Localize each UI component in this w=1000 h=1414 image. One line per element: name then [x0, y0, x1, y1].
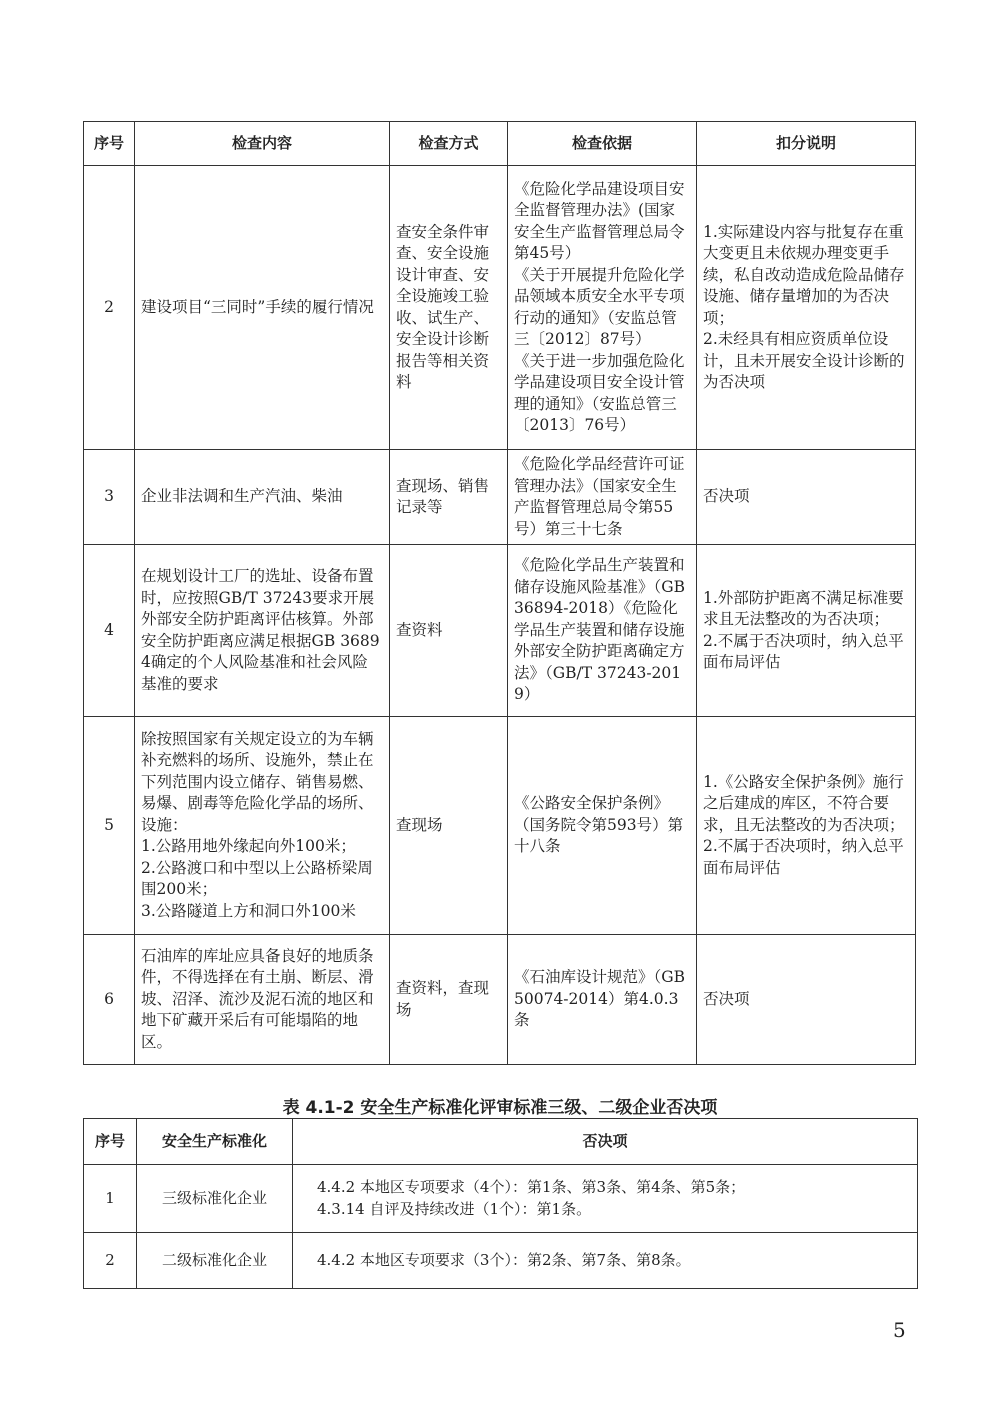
table-row	[84, 1233, 918, 1289]
header-no: 序号	[84, 1119, 137, 1165]
row-method: 查资料，查现场	[390, 935, 508, 1065]
row-method: 查安全条件审查、安全设施设计审查、安全设施竣工验收、试生产、安全设计诊断报告等相关资料	[390, 166, 508, 450]
row-content: 在规划设计工厂的选址、设备布置时，应按照GB/T 37243要求开展外部安全防护距离评估核算。外部安全防护距离应满足根据GB 36894确定的个人风险基准和社会风险基准的要求	[135, 545, 390, 717]
row-basis: 《石油库设计规范》（GB 50074-2014）第4.0.3条	[508, 935, 697, 1065]
table2-title: 表 4.1-2 安全生产标准化评审标准三级、二级企业否决项	[282, 1098, 718, 1118]
row-basis: 《危险化学品经营许可证管理办法》（国家安全生产监督管理总局令第55号）第三十七条	[508, 450, 697, 545]
table-header-row	[84, 1119, 918, 1165]
row-no: 6	[84, 935, 135, 1065]
header-level: 安全生产标准化	[137, 1119, 293, 1165]
row-items: 4.4.2 本地区专项要求（4个）：第1条、第3条、第4条、第5条； 4.3.14 自评及持续改进（1个）：第1条。	[293, 1165, 918, 1233]
table-row	[84, 717, 916, 935]
row-content: 建设项目“三同时”手续的履行情况	[135, 166, 390, 450]
row-no: 1	[84, 1165, 137, 1233]
header-items: 否决项	[293, 1119, 918, 1165]
row-deduction: 1.实际建设内容与批复存在重大变更且未依规办理变更手续，私自改动造成危险品储存设施、储存量增加的为否决项； 2.未经具有相应资质单位设计，且未开展安全设计诊断的为否决项	[697, 166, 916, 450]
row-no: 5	[84, 717, 135, 935]
standardization-table	[83, 1118, 918, 1289]
row-deduction: 否决项	[697, 450, 916, 545]
table-row	[84, 935, 916, 1065]
table-row	[84, 1165, 918, 1233]
row-no: 2	[84, 1233, 137, 1289]
row-basis: 《公路安全保护条例》（国务院令第593号）第十八条	[508, 717, 697, 935]
table-row	[84, 545, 916, 717]
inspection-table	[83, 121, 916, 1065]
row-items: 4.4.2 本地区专项要求（3个）：第2条、第7条、第8条。	[293, 1233, 918, 1289]
row-deduction: 否决项	[697, 935, 916, 1065]
header-deduction: 扣分说明	[697, 122, 916, 166]
row-content: 企业非法调和生产汽油、柴油	[135, 450, 390, 545]
row-level: 三级标准化企业	[137, 1165, 293, 1233]
row-content: 石油库的库址应具备良好的地质条件，不得选择在有土崩、断层、滑坡、沼泽、流沙及泥石流的地区和地下矿藏开采后有可能塌陷的地区。	[135, 935, 390, 1065]
row-method: 查现场、销售记录等	[390, 450, 508, 545]
row-deduction: 1.外部防护距离不满足标准要求且无法整改的为否决项； 2.不属于否决项时，纳入总平面布局评估	[697, 545, 916, 717]
row-no: 3	[84, 450, 135, 545]
table-header-row	[84, 122, 916, 166]
table-row	[84, 450, 916, 545]
header-basis: 检查依据	[508, 122, 697, 166]
row-no: 2	[84, 166, 135, 450]
row-deduction: 1.《公路安全保护条例》施行之后建成的库区，不符合要求，且无法整改的为否决项； 2.不属于否决项时，纳入总平面布局评估	[697, 717, 916, 935]
row-content: 除按照国家有关规定设立的为车辆补充燃料的场所、设施外，禁止在下列范围内设立储存、销售易燃、易爆、剧毒等危险化学品的场所、设施： 1.公路用地外缘起向外100米； 2.公路渡口和中型以上公路桥梁周围200米； 3.公路隧道上方和洞口外100米	[135, 717, 390, 935]
row-level: 二级标准化企业	[137, 1233, 293, 1289]
row-method: 查资料	[390, 545, 508, 717]
table-row	[84, 166, 916, 450]
row-no: 4	[84, 545, 135, 717]
page-number: 5	[893, 1318, 906, 1342]
row-basis: 《危险化学品生产装置和储存设施风险基准》（GB 36894-2018）《危险化学品生产装置和储存设施外部安全防护距离确定方法》（GB/T 37243-2019）	[508, 545, 697, 717]
header-method: 检查方式	[390, 122, 508, 166]
header-no: 序号	[84, 122, 135, 166]
row-method: 查现场	[390, 717, 508, 935]
row-basis: 《危险化学品建设项目安全监督管理办法》(国家安全生产监督管理总局令第45号） 《关于开展提升危险化学品领域本质安全水平专项行动的通知》（安监总管三〔2012〕87号） 《关于进一步加强危险化学品建设项目安全设计管理的通知》（安监总管三〔2013〕76号）	[508, 166, 697, 450]
header-content: 检查内容	[135, 122, 390, 166]
